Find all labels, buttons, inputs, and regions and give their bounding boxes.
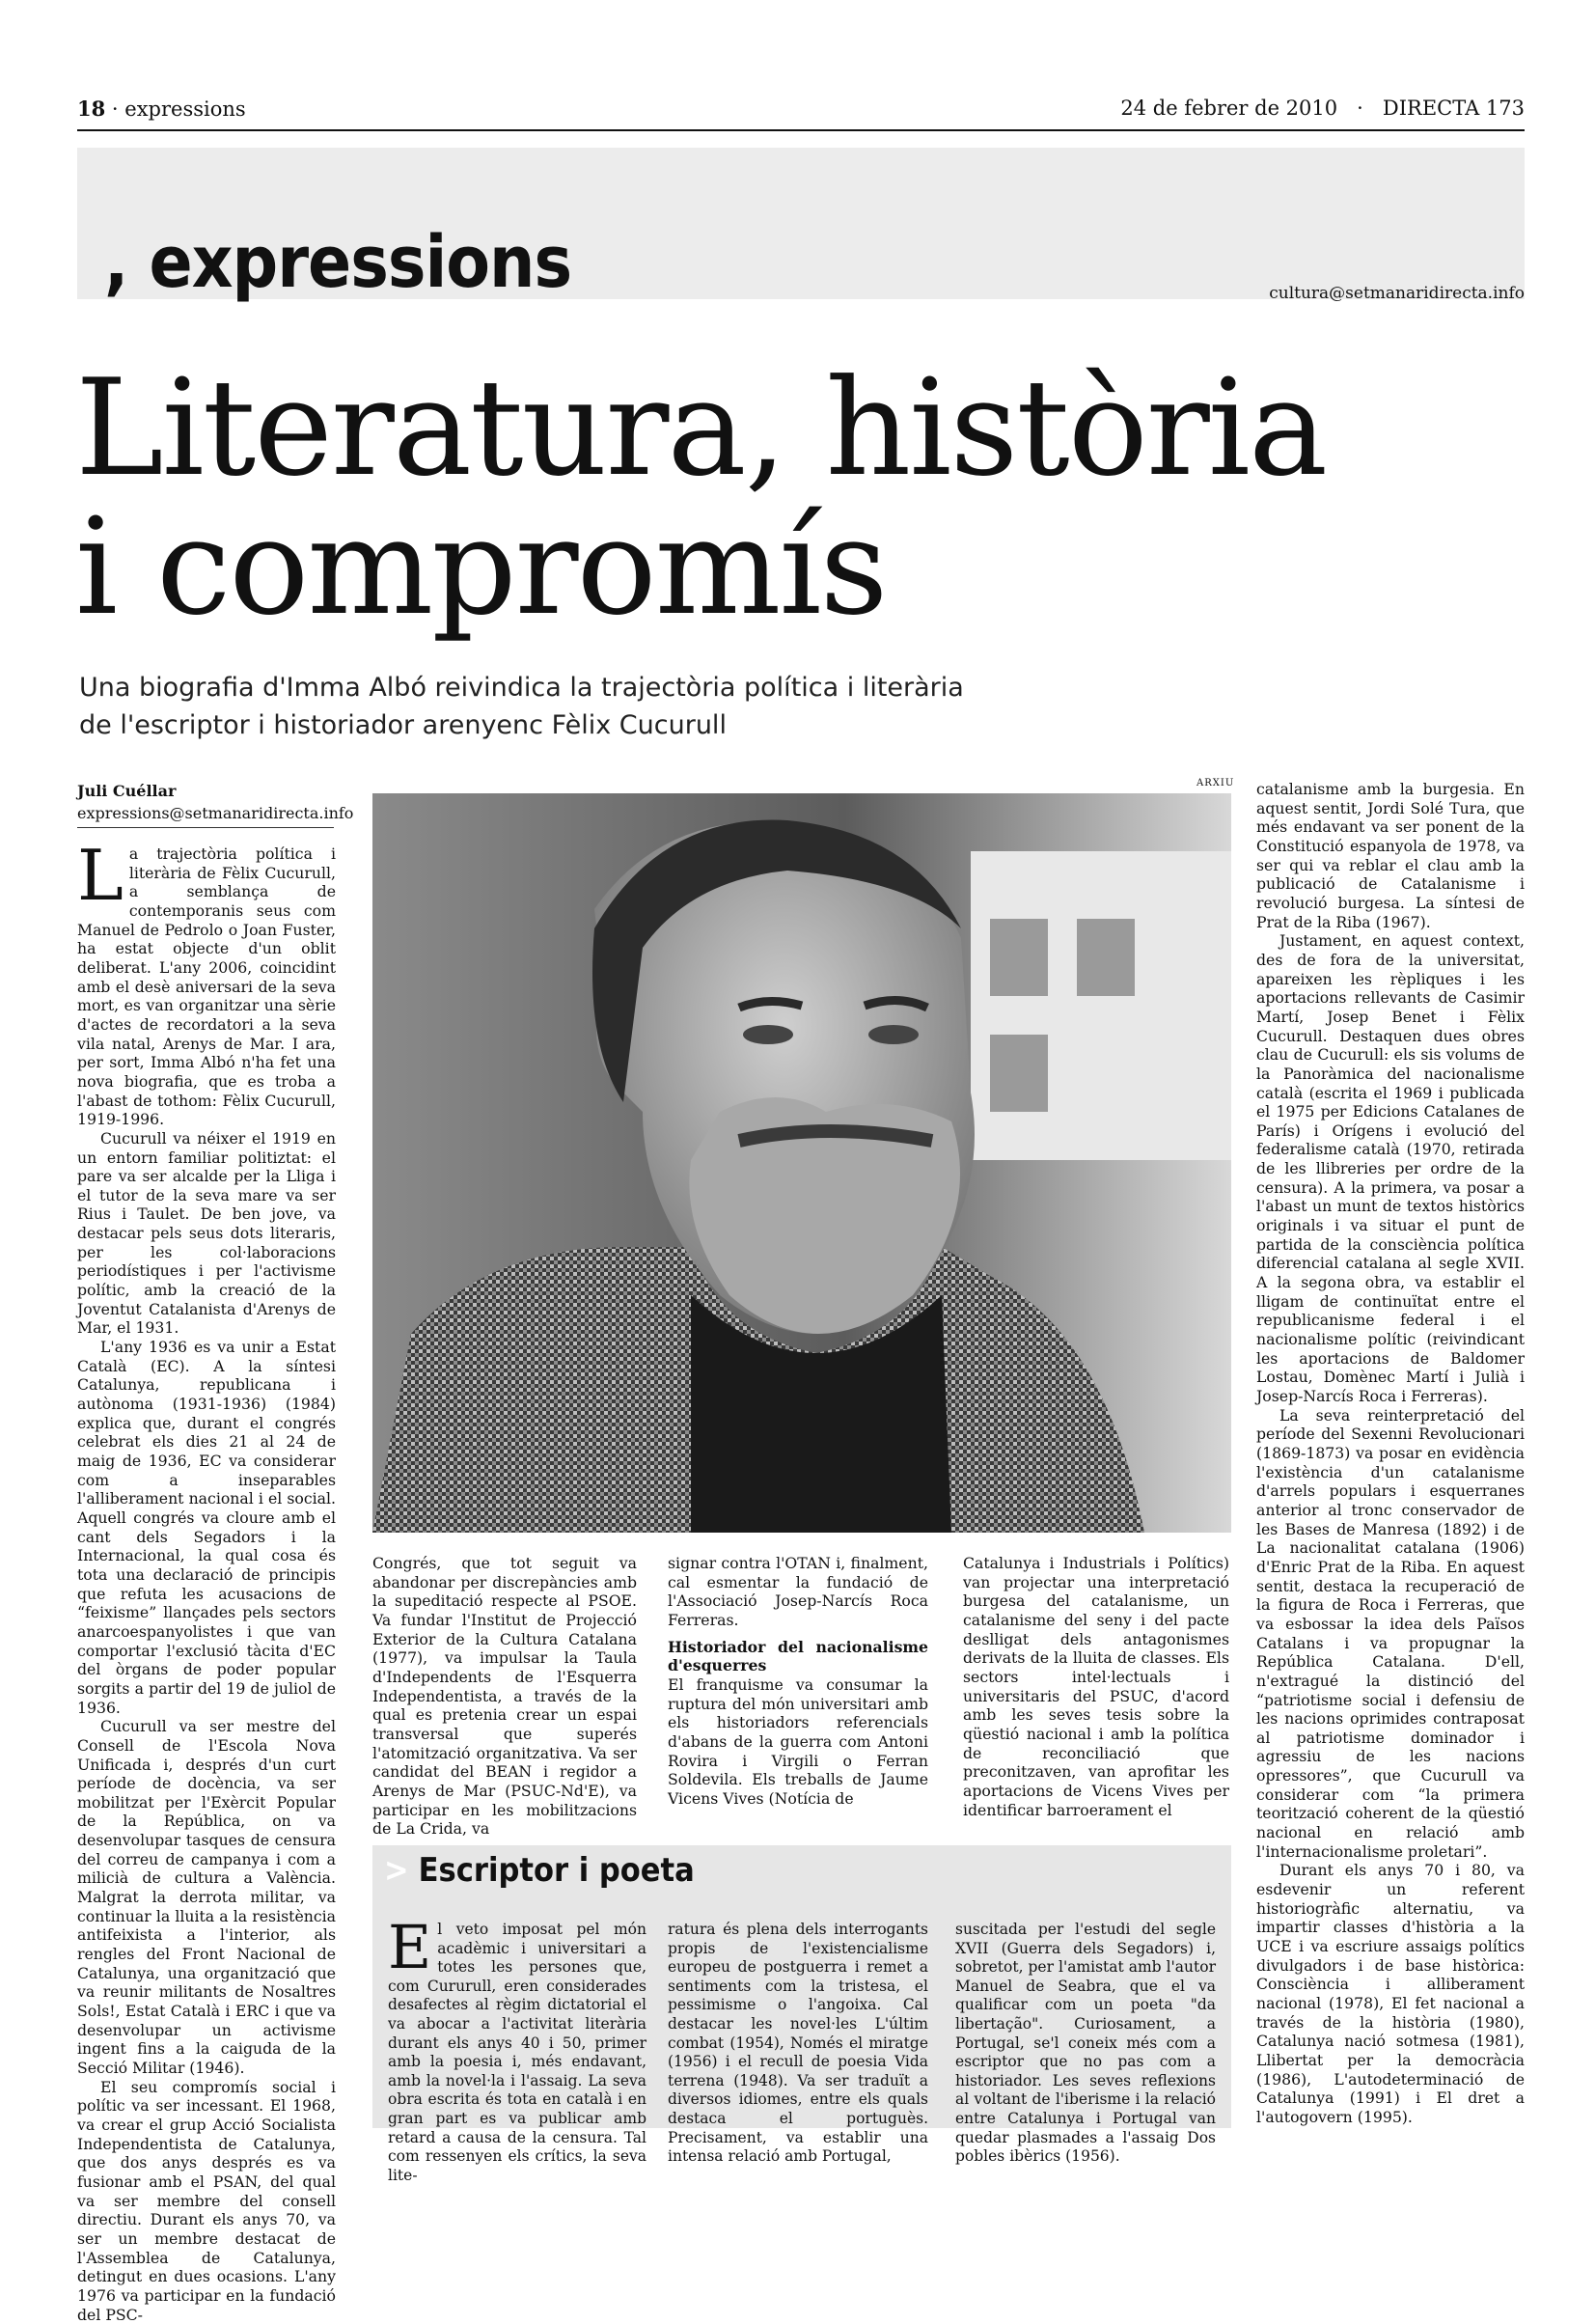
box-column-3 [955,1921,1216,2166]
paragraph: Justament, en aquest context, des de fora de la universitat, apareixen les rèpliques i les aportacions rellevants de Casimir Martí, Josep Benet i Fèlix Cucurull. Destaquen dues obres clau de Cucurull: els sis volums de la Panoràmica del nacionalisme català (escrita el 1969 i publicada el 1975 per Edicions Catalanes de París) i Orígens i evolució del federalisme català (1970, retirada de les llibreries per ordre de la censura). A la primera, va posar a l'abast un munt de textos històrics originals i va situar el punt de partida de la consciència política diferencial catalana al segle XVII. A la segona obra, va establir el lligam de continuïtat entre el republicanisme federal i el nacionalisme polític (reivindicant les aportacions de Baldomer Lostau, Domènec Martí i Julià i Josep-Narcís Roca i Ferreras). [1256,931,1525,1405]
box-title [384,1851,695,1890]
byline-divider [77,827,334,828]
portrait-illustration [372,793,1231,1533]
header-right [1120,97,1525,120]
headline-line-2: i compromís [75,489,887,645]
header-section: expressions [124,97,246,121]
paragraph: signar contra l'OTAN i, finalment, cal esmentar la fundació de l'Associació Josep-Narcís Roca Ferreras. [668,1554,928,1629]
author-name: Juli Cuéllar [77,782,177,800]
paragraph: El franquisme va consumar la ruptura del món universitari amb els historiadors referencials d'abans de la guerra com Antoni Rovira i Virgili o Ferran Soldevila. Els treballs de Jaume Vicens Vives (Notícia de [668,1674,928,1808]
paragraph: Congrés, que tot seguit va abandonar per discrepàncies amb la supeditació respecte al PSOE. Va fundar l'Institut de Projecció Exterior de la Cultura Catalana (1977), va impulsar la Taula d'Independents de l'Esquerra Independentista, a través de la qual es pretenia crear un espai transversal que superés l'atomització organitzativa. Va ser candidat del BEAN i regidor a Arenys de Mar (PSUC-Nd'E), va participar en les mobilitzacions de La Crida, va [372,1554,637,1839]
author-email[interactable]: expressions@setmanaridirecta.info [77,804,354,822]
paragraph: El veto imposat pel món acadèmic i universitari a totes les persones que, com Cururull, eren considerades desafectes al règim dictatorial el va abocar a l'activitat literària durant els anys 40 i 50, primer amb la poesia i, més endavant, amb la novel·la i l'assaig. La seva obra escrita és tota en català i en gran part es va publicar amb retard a causa de la censura. Tal com ressenyen els crítics, la seva lite- [388,1912,646,2184]
header-bullet: · [1357,97,1363,120]
page-number: 18 [77,97,106,121]
drop-cap: L [77,835,124,916]
section-title: , expressions [104,221,572,304]
subtitle-line-1: Una biografia d'Imma Albó reivindica la trajectòria política i literària [79,673,964,703]
subtitle-line-2: de l'escriptor i historiador arenyenc Fèlix Cucurull [79,710,727,740]
paragraph: ratura és plena dels interrogants propis de l'existencialisme europeu de postguerra i remet a sentiments com la tristesa, el pessimisme o l'angoixa. Cal destacar les novel·les L'últim combat (1954), Només el miratge (1956) i el recull de poesia Vida terrena (1948). Va ser traduït a diversos idiomes, entre els quals destaca el portuguès. Precisament, va establir una intensa relació amb Portugal, [668,1921,928,2166]
byline [77,780,354,828]
paragraph: La seva reinterpretació del període del Sexenni Revolucionari (1869-1873) va posar en evidència l'existència d'un catalanisme d'arrels populars i esquerranes anterior al tronc conservador de les Bases de Manresa (1892) i de La nacionalitat catalana (1906) d'Enric Prat de la Riba. En aquest sentit, destaca la recuperació de la figura de Roca i Ferreras, que va esbossar la idea dels Països Catalans i va propugnar la República Catalana. D'ell, n'extragué la distinció del “patriotisme social i defensiu de les nacions oprimides contraposat al patriotisme dominador i agressiu de les nacions opressores”, que Cucurull va considerar com “la primera teorització coherent de la qüestió nacional en relació amb l'internacionalisme proletari”. [1256,1405,1525,1861]
article-column-1 [77,835,336,2324]
paragraph: Cucurull va ser mestre del Consell de l'Escola Nova Unificada i, després d'un curt període de docència, va ser mobilitzat per l'Exèrcit Popular de la República, on va desenvolupar tasques de censura del correu de campanya i com a milicià de cultura a València. Malgrat la derrota militar, va continuar la lluita a la resistència antifeixista a l'interior, als rengles del Front Nacional de Catalunya, una organització que va reunir militants de Nosaltres Sols!, Estat Català i ERC i que va desenvolupar un activisme ingent fins a la caiguda de la Secció Militar (1946). [77,1717,336,2077]
article-column-2 [372,1554,637,1839]
header-issue: DIRECTA 173 [1382,97,1525,120]
headline [75,350,1542,645]
subheading: Historiador del nacionalisme d'esquerres [668,1637,928,1675]
paragraph: Cucurull va néixer el 1919 en un entorn familiar politiztat: el pare va ser alcalde per la Lliga i el tutor de la seva mare va ser Rius i Taulet. De ben jove, va destacar pels seus dots literaris, per les col·laboracions periodístiques i per l'activisme polític, amb la creació de la Joventut Catalanista d'Arenys de Mar, el 1931. [77,1128,336,1338]
drop-cap: E [388,1912,432,1982]
arrow-icon: > [384,1851,409,1890]
article-column-3 [668,1554,928,1819]
header-separator: · [105,97,125,121]
section-email[interactable]: cultura@setmanaridirecta.info [1269,284,1525,303]
box-title-text: Escriptor i poeta [418,1851,695,1890]
portrait-photo [372,793,1231,1533]
header-date: 24 de febrer de 2010 [1120,97,1338,120]
paragraph: La trajectòria política i literària de Fèlix Cucurull, a semblança de contemporanis seus com Manuel de Pedrolo o Joan Fuster, ha estat objecte d'un oblit deliberat. L'any 2006, coincidint amb el desè aniversari de la seva mort, es van organitzar una sèrie d'actes de recordatori a la seva vila natal, Arenys de Mar. I ara, per sort, Imma Albó n'ha fet una nova biografia, que es troba a l'abast de tothom: Fèlix Cucurull, 1919-1996. [77,835,336,1129]
subtitle [79,669,1189,744]
photo-credit: ARXIU [1196,778,1235,788]
paragraph: Durant els anys 70 i 80, va esdevenir un referent historiogràfic alternatiu, va impartir classes d'història a la UCE i va escriure assaigs polítics divulgadors i de base històrica: Consciència i alliberament nacional (1978), El fet nacional a través de la història (1980), Catalunya nació sotmesa (1981), Llibertat per la democràcia (1986), L'autodeterminació de Catalunya (1991) i El dret a l'autogovern (1995). [1256,1861,1525,2126]
paragraph: suscitada per l'estudi del segle XVII (Guerra dels Segadors) i, sobretot, per l'amistat amb l'autor Manuel de Seabra, que el va qualificar com un poeta "da libertação". Curiosament, a Portugal, se'l coneix més com a escriptor que no pas com a historiador. Les seves reflexions al voltant de l'iberisme i la relació entre Catalunya i Portugal van quedar plasmades a l'assaig Dos pobles ibèrics (1956). [955,1921,1216,2166]
box-column-2 [668,1921,928,2166]
paragraph: L'any 1936 es va unir a Estat Català (EC). A la síntesi Catalunya, republicana i autònoma (1931-1936) (1984) explica que, durant el congrés celebrat els dies 21 al 24 de maig de 1936, EC va considerar com a inseparables l'alliberament nacional i el social. Aquell congrés va cloure amb el cant dels Segadors i la Internacional, la qual cosa és tota una declaració de principis que refuta les acusacions de “feixisme” llançades pels sectors anarcoespanyolistes i que van comportar l'exclusió tàcita d'EC del òrgans de poder popular sorgits a partir del 19 de juliol de 1936. [77,1338,336,1717]
paragraph: El seu compromís social i polític va ser incessant. El 1968, va crear el grup Acció Socialista Independentista de Catalunya, que dos anys després es va fusionar amb el PSAN, del qual va ser membre del consell directiu. Durant els anys 70, va ser un membre destacat de l'Assemblea de Catalunya, detingut en dues ocasions. L'any 1976 va participar en la fundació del PSC- [77,2077,336,2324]
header-left [77,97,246,121]
running-header [77,95,1525,131]
article-column-4 [963,1554,1229,1819]
article-column-5 [1256,780,1525,2150]
paragraph: Catalunya i Industrials i Polítics) van projectar una interpretació burgesa del catalanisme, un catalanisme del seny i del pacte deslligat dels antagonismes derivats de la lluita de classes. Els sectors intel·lectuals i universitaris del PSUC, d'acord amb les seves tesis sobre la qüestió nacional i amb la política de reconciliació que preconitzaven, van aprofitar les aportacions de Vicens Vives per identificar barroerament el [963,1554,1229,1819]
box-column-1 [388,1912,646,2184]
paragraph: catalanisme amb la burgesia. En aquest sentit, Jordi Solé Tura, que més endavant va ser ponent de la Constitució espanyola de 1978, va ser qui va reblar el clau amb la publicació de Catalanisme i revolució burgesa. La síntesi de Prat de la Riba (1967). [1256,780,1525,931]
headline-line-1: Literatura, història [75,350,1327,506]
